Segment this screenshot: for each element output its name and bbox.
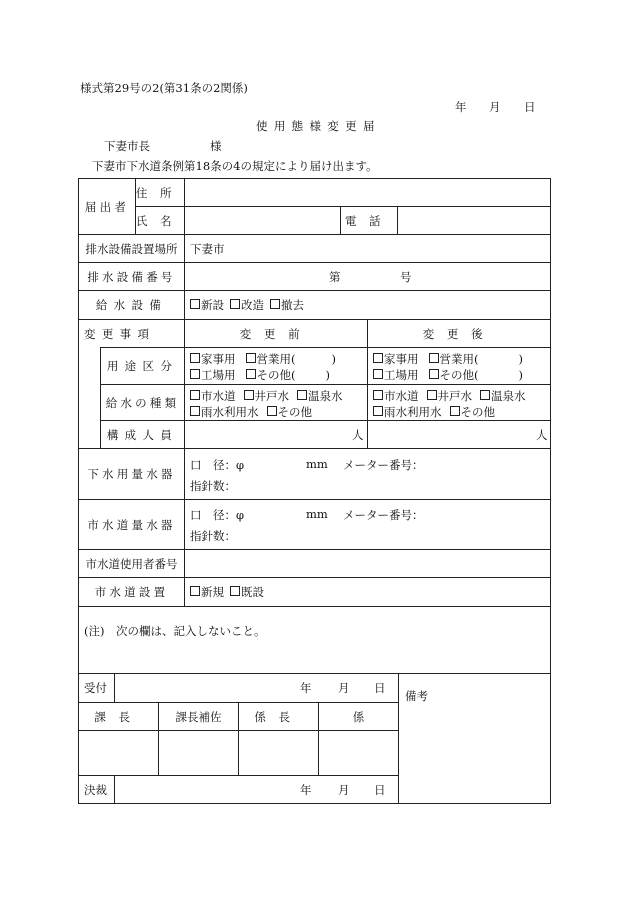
members-after-unit: 人 <box>536 427 548 442</box>
address-field[interactable] <box>185 179 550 206</box>
role-assistant-chief: 課長補佐 <box>175 709 222 724</box>
phone-field[interactable] <box>398 207 550 234</box>
decision-day: 日 <box>374 782 386 797</box>
stamp-box-staff[interactable] <box>319 731 398 775</box>
after-use-line2: 工場用 その他( ) <box>373 367 523 383</box>
checkbox-icon[interactable] <box>429 353 439 363</box>
checkbox-icon[interactable] <box>190 390 200 400</box>
checkbox-icon[interactable] <box>373 353 383 363</box>
addressee: 下妻市長 <box>104 139 150 153</box>
city-meter-label: 市水道量水器 <box>87 517 176 532</box>
checkbox-icon[interactable] <box>373 369 383 379</box>
checkbox-icon[interactable] <box>450 406 460 416</box>
date-month: 月 <box>489 100 501 114</box>
stamp-box-unit-chief[interactable] <box>239 731 318 775</box>
decision-year: 年 <box>300 782 312 797</box>
location-label: 排水設備設置場所 <box>85 241 178 256</box>
use-label: 用途区分 <box>106 359 179 373</box>
name-label: 氏名 <box>135 213 185 228</box>
members-before-unit: 人 <box>352 427 364 442</box>
sewer-mm-label: mm <box>306 457 328 471</box>
form-title: 使用態様変更届 <box>256 119 381 133</box>
form-number: 様式第29号の2(第31条の2関係) <box>80 81 248 95</box>
after-water-line1: 市水道 井戸水 温泉水 <box>373 388 526 404</box>
checkbox-icon[interactable] <box>190 406 200 416</box>
sewer-meter-label: 下水用量水器 <box>87 467 176 481</box>
option-new-install[interactable]: 新規 <box>190 584 224 600</box>
role-staff: 係 <box>352 709 365 724</box>
before-header: 変更前 <box>239 326 313 341</box>
drain-number-label: 排水設備番号 <box>87 269 176 284</box>
checkbox-icon[interactable] <box>297 390 307 400</box>
decision-month: 月 <box>338 782 350 797</box>
before-water-line2: 雨水利用水 その他 <box>190 404 312 420</box>
checkbox-icon <box>190 586 200 596</box>
number-prefix: 第 <box>329 269 341 284</box>
role-section-chief: 課長 <box>94 709 143 724</box>
stamp-box-section-chief[interactable] <box>79 731 158 775</box>
checkbox-icon <box>270 299 280 309</box>
option-new[interactable]: 新設 <box>190 297 224 313</box>
sewer-diameter-label: 口 径：φ <box>190 458 245 472</box>
role-unit-chief: 係長 <box>254 709 303 724</box>
location-value[interactable]: 下妻市 <box>190 241 225 256</box>
checkbox-icon[interactable] <box>480 390 490 400</box>
note-text: (注) 次の欄は、記入しないこと。 <box>84 624 266 638</box>
option-existing[interactable]: 既設 <box>230 584 264 600</box>
checkbox-icon[interactable] <box>427 390 437 400</box>
checkbox-icon <box>230 299 240 309</box>
install-label: 市水道設置 <box>94 585 169 599</box>
received-day: 日 <box>374 681 386 695</box>
honorific: 様 <box>210 139 222 153</box>
address-label: 住所 <box>135 185 185 200</box>
checkbox-icon[interactable] <box>190 353 200 363</box>
members-label: 構成人員 <box>106 427 179 442</box>
name-field[interactable] <box>185 207 340 234</box>
date-year: 年 <box>455 100 467 114</box>
date-day: 日 <box>524 100 536 114</box>
water-supply-label: 給水設備 <box>95 298 168 312</box>
install-options <box>190 578 264 606</box>
user-number-label: 市水道使用者番号 <box>85 556 178 571</box>
stamp-box-assistant-chief[interactable] <box>159 731 238 775</box>
water-supply-options <box>190 291 304 319</box>
decision-label: 決裁 <box>84 782 107 797</box>
city-mm-label: mm <box>306 507 328 521</box>
checkbox-icon <box>190 299 200 309</box>
before-water-line1: 市水道 井戸水 温泉水 <box>190 388 343 404</box>
checkbox-icon[interactable] <box>267 406 277 416</box>
sewer-meter-no-label: メーター番号： <box>343 458 424 472</box>
option-remodel[interactable]: 改造 <box>230 297 264 313</box>
intro-text: 下妻市下水道条例第18条の4の規定により届け出ます。 <box>92 159 378 173</box>
received-month: 月 <box>338 681 350 695</box>
before-use-line1: 家事用 営業用( ) <box>190 351 336 367</box>
after-water-line2: 雨水利用水 その他 <box>373 404 495 420</box>
after-use-line1: 家事用 営業用( ) <box>373 351 523 367</box>
checkbox-icon[interactable] <box>373 390 383 400</box>
water-type-label: 給水の種類 <box>105 395 180 410</box>
phone-label: 電話 <box>344 213 394 228</box>
checkbox-icon[interactable] <box>244 390 254 400</box>
applicant-label: 届出者 <box>84 199 130 214</box>
received-year: 年 <box>300 681 312 695</box>
checkbox-icon[interactable] <box>190 369 200 379</box>
before-use-line2: 工場用 その他( ) <box>190 367 330 383</box>
checkbox-icon[interactable] <box>429 369 439 379</box>
remarks-label: 備考 <box>405 689 428 703</box>
option-remove[interactable]: 撤去 <box>270 297 304 313</box>
after-header: 変更後 <box>422 326 496 341</box>
changes-label: 変更事項 <box>84 326 156 341</box>
city-diameter-label: 口 径：φ <box>190 508 245 522</box>
checkbox-icon[interactable] <box>246 369 256 379</box>
sewer-reading-label: 指針数： <box>190 479 236 493</box>
city-reading-label: 指針数： <box>190 529 236 543</box>
received-label: 受付 <box>84 681 107 695</box>
user-number-field[interactable] <box>185 550 550 577</box>
checkbox-icon <box>230 586 240 596</box>
number-suffix: 号 <box>400 269 412 284</box>
checkbox-icon[interactable] <box>246 353 256 363</box>
checkbox-icon[interactable] <box>373 406 383 416</box>
city-meter-no-label: メーター番号： <box>343 508 424 522</box>
